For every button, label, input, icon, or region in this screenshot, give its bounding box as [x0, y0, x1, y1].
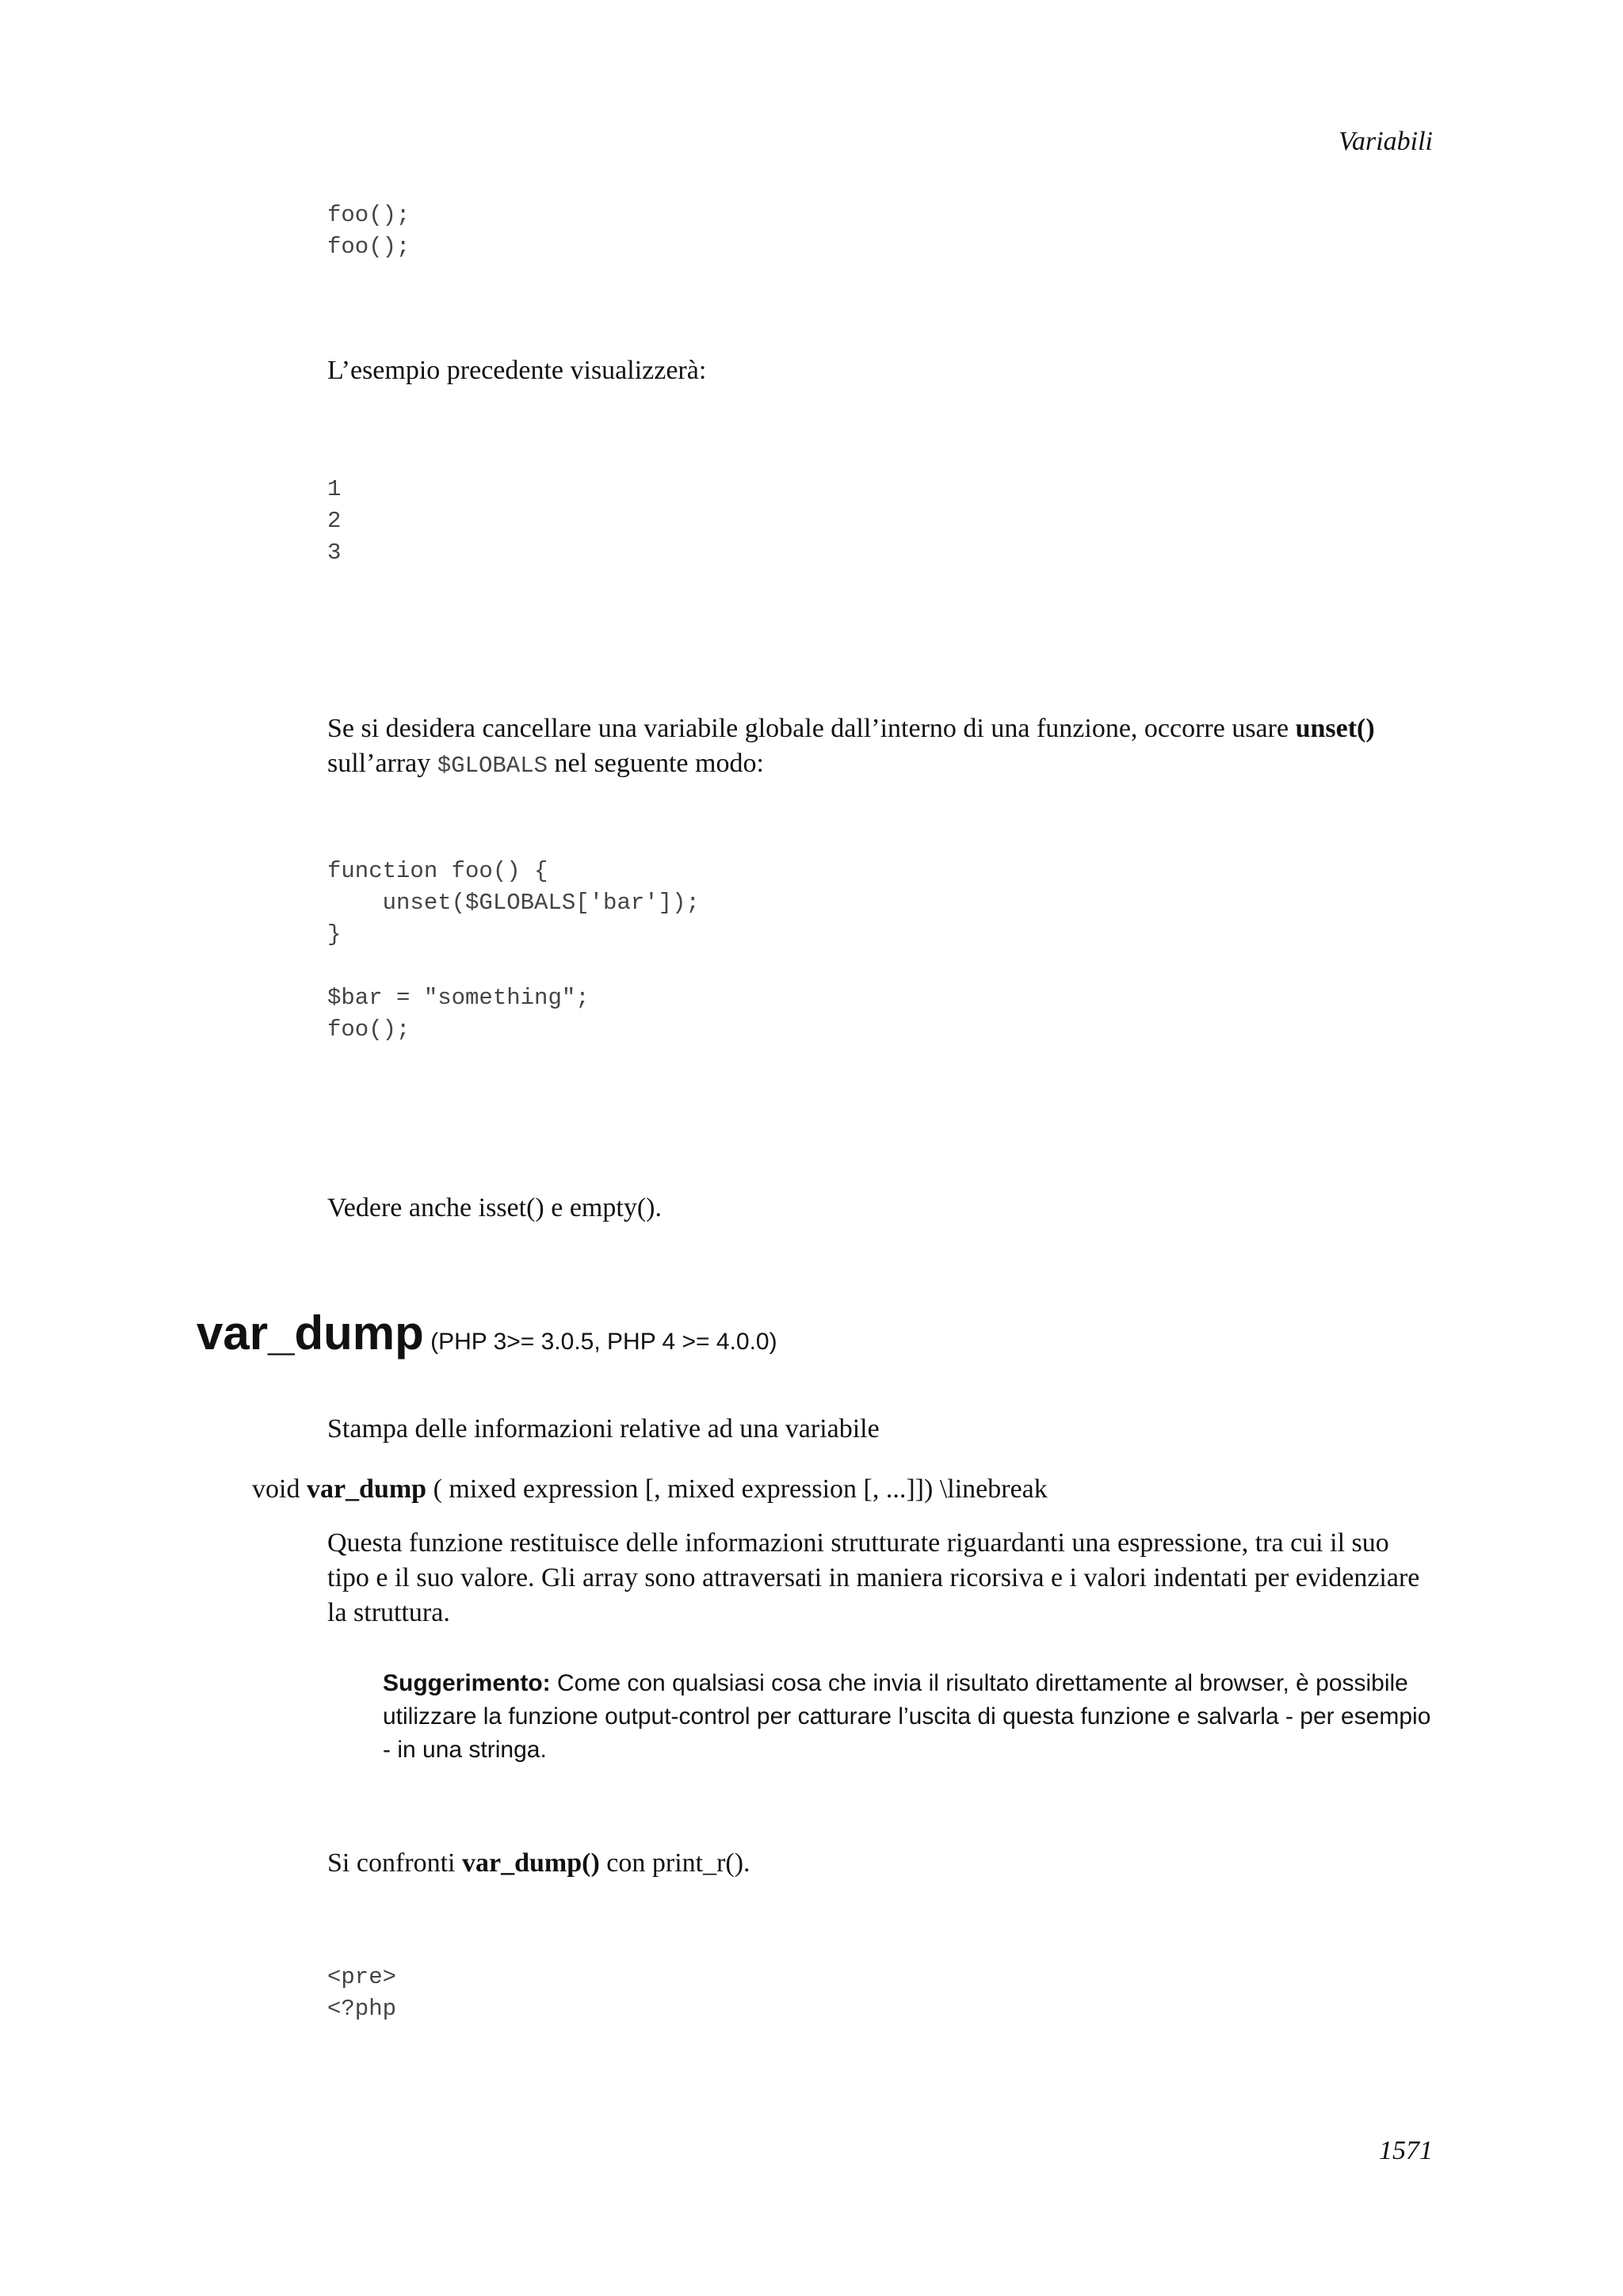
unset-paragraph-end: nel seguente modo: — [548, 749, 764, 778]
see-also-paragraph: Vedere anche isset() e empty(). — [327, 1193, 662, 1222]
tip-label: Suggerimento: — [383, 1670, 551, 1696]
function-version: (PHP 3>= 3.0.5, PHP 4 >= 4.0.0) — [423, 1329, 777, 1355]
code-block-pre-php: <pre> <?php — [327, 1964, 397, 2022]
tip-body: Come con qualsiasi cosa che invia il risultato direttamente al browser, è possibile utilizzare la funzione output-control per catturare l’uscita di questa funzione e salvarla - per esempio - in una stringa. — [383, 1670, 1431, 1763]
unset-paragraph-start: Se si desidera cancellare una variabile globale dall’interno di una funzione, occorre usare — [327, 714, 1296, 743]
function-description: Questa funzione restituisce delle informazioni strutturate riguardanti una espressione, tra cui il suo tipo e il suo valore. Gli array sono attraversati in maniera ricorsiva e i valori indentati per evidenziare la struttura. — [327, 1528, 1420, 1627]
tip-box — [383, 1667, 1437, 1767]
function-short-description: Stampa delle informazioni relative ad una variabile — [327, 1414, 880, 1444]
function-name: var_dump — [197, 1306, 424, 1360]
running-header: Variabili — [1338, 127, 1433, 156]
example-output-intro: L’esempio precedente visualizzerà: — [327, 356, 707, 385]
unset-function-ref: unset() — [1295, 714, 1375, 743]
code-block-output: 1 2 3 — [327, 476, 342, 566]
unset-paragraph — [327, 711, 1437, 784]
code-block-unset-example: function foo() { unset($GLOBALS['bar']); } $bar = "something"; foo(); — [327, 858, 700, 1043]
page-number: 1571 — [1379, 2136, 1433, 2165]
compare-paragraph — [327, 1846, 1437, 1881]
compare-start: Si confronti — [327, 1848, 462, 1878]
function-synopsis — [252, 1472, 1048, 1507]
synopsis-return-type: void — [252, 1474, 307, 1504]
synopsis-arguments: ( mixed expression [, mixed expression [, ...]]) \linebreak — [426, 1474, 1048, 1504]
code-block-foo-calls: foo(); foo(); — [327, 202, 411, 260]
synopsis-function-name: var_dump — [306, 1474, 427, 1504]
function-title — [197, 1306, 777, 1360]
compare-end: con print_r(). — [599, 1848, 750, 1878]
unset-paragraph-mid: sull’array — [327, 749, 437, 778]
compare-function-ref: var_dump() — [461, 1848, 600, 1878]
globals-inline-code: $GLOBALS — [437, 753, 548, 779]
